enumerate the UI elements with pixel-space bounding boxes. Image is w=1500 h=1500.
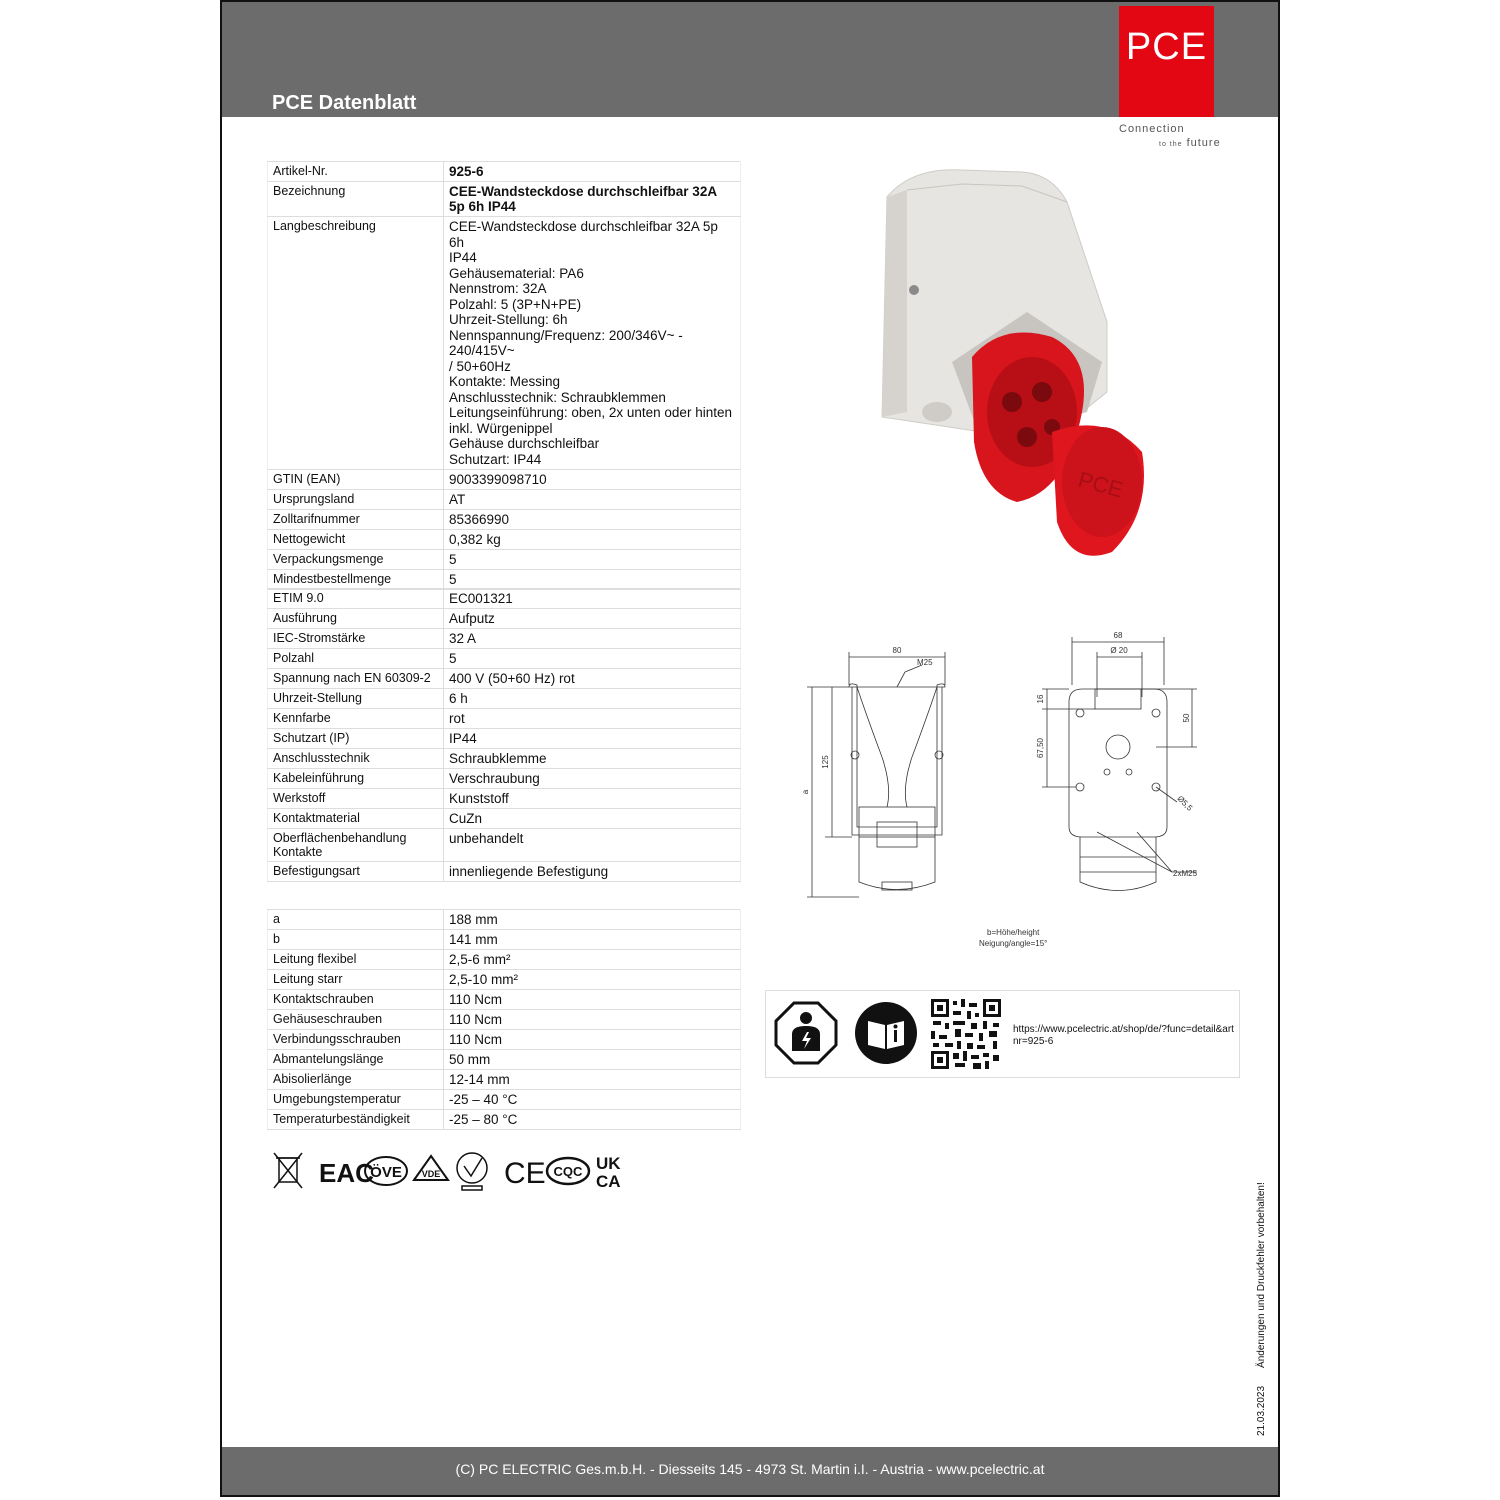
table-row	[268, 689, 741, 709]
table-row	[268, 829, 741, 862]
table-row	[268, 1090, 741, 1110]
row-value: 85366990	[444, 510, 741, 530]
row-value: Verschraubung	[444, 769, 741, 789]
dim-16: 16	[1036, 694, 1045, 704]
dim-m25: M25	[917, 658, 933, 667]
table-row	[268, 162, 741, 182]
row-label: Uhrzeit-Stellung	[268, 689, 444, 709]
row-label: a	[268, 910, 444, 930]
read-manual-icon	[854, 1001, 918, 1065]
slogan-line-2	[1159, 137, 1221, 149]
row-label: Zolltarifnummer	[268, 510, 444, 530]
row-label: Schutzart (IP)	[268, 729, 444, 749]
pce-logo	[1119, 6, 1214, 117]
table-row	[268, 470, 741, 490]
row-label: Verbindungsschrauben	[268, 1030, 444, 1050]
row-value: 188 mm	[444, 910, 741, 930]
row-label: Verpackungsmenge	[268, 550, 444, 570]
dim-d55: Ø5,5	[1175, 794, 1195, 813]
svg-text:PCE: PCE	[1075, 466, 1126, 503]
row-value: -25 – 40 °C	[444, 1090, 741, 1110]
drawing-note	[979, 927, 1047, 949]
table-row	[268, 862, 741, 882]
side-note-text	[1256, 1182, 1267, 1436]
row-value: 5	[444, 570, 741, 590]
row-label: Oberflächenbehandlung Kontakte	[268, 829, 444, 862]
eac-mark: EAC	[319, 1158, 374, 1188]
table-row	[268, 510, 741, 530]
row-value: 141 mm	[444, 930, 741, 950]
dim-68: 68	[1113, 631, 1123, 640]
row-value: 5	[444, 550, 741, 570]
row-value: unbehandelt	[444, 829, 741, 862]
row-label: Langbeschreibung	[268, 217, 444, 470]
row-value: Schraubklemme	[444, 749, 741, 769]
table-row	[268, 809, 741, 829]
table-row	[268, 1030, 741, 1050]
ove-mark: ÖVE	[370, 1164, 402, 1181]
ukca-mark-top: UK	[596, 1154, 621, 1173]
footer-bar	[222, 1447, 1278, 1497]
side-disclaimer: Änderungen und Druckfehler vorbehalten!	[1256, 1182, 1267, 1368]
row-label: Anschlusstechnik	[268, 749, 444, 769]
row-label: Abisolierlänge	[268, 1070, 444, 1090]
row-label: Werkstoff	[268, 789, 444, 809]
note-height: b=Höhe/height	[987, 928, 1040, 937]
footer-text: (C) PC ELECTRIC Ges.m.b.H. - Diesseits 145 - 4973 St. Martin i.I. - Austria - www.pcelectric.at	[455, 1461, 1045, 1477]
table-row	[268, 910, 741, 930]
etim-table	[267, 588, 741, 882]
row-label: b	[268, 930, 444, 950]
row-value: 2,5-6 mm²	[444, 950, 741, 970]
table-row	[268, 1110, 741, 1130]
table-row	[268, 789, 741, 809]
row-value: CuZn	[444, 809, 741, 829]
header-bar	[222, 2, 1278, 117]
row-label: Polzahl	[268, 649, 444, 669]
datasheet-page	[220, 0, 1280, 1497]
vde-mark: VDE	[421, 1169, 441, 1179]
row-label: Kabeleinführung	[268, 769, 444, 789]
row-label: Abmantelungslänge	[268, 1050, 444, 1070]
row-value: EC001321	[444, 589, 741, 609]
row-label: Artikel-Nr.	[268, 162, 444, 182]
product-image	[852, 162, 1152, 562]
dim-d20: Ø 20	[1110, 646, 1128, 655]
row-value: 12-14 mm	[444, 1070, 741, 1090]
row-label: ETIM 9.0	[268, 589, 444, 609]
dim-a: a	[801, 789, 810, 795]
slogan-small: to the	[1159, 141, 1183, 148]
row-value: 32 A	[444, 629, 741, 649]
ukca-mark-bottom: CA	[596, 1172, 621, 1191]
table-row	[268, 729, 741, 749]
row-label: Bezeichnung	[268, 182, 444, 217]
table-row	[268, 1010, 741, 1030]
table-row	[268, 490, 741, 510]
row-value: 2,5-10 mm²	[444, 970, 741, 990]
dim-6750: 67,50	[1036, 737, 1045, 759]
row-value: innenliegende Befestigung	[444, 862, 741, 882]
row-value: 925-6	[444, 162, 741, 182]
dim-50: 50	[1182, 713, 1191, 723]
row-label: Umgebungstemperatur	[268, 1090, 444, 1110]
row-label: GTIN (EAN)	[268, 470, 444, 490]
row-label: Kennfarbe	[268, 709, 444, 729]
table-row	[268, 970, 741, 990]
row-value: Aufputz	[444, 609, 741, 629]
table-row	[268, 930, 741, 950]
row-label: Kontaktschrauben	[268, 990, 444, 1010]
page-title: PCE Datenblatt	[272, 92, 417, 114]
row-value: 110 Ncm	[444, 1010, 741, 1030]
side-note	[1256, 1182, 1270, 1436]
product-table	[267, 161, 741, 590]
table-row	[268, 990, 741, 1010]
technical-drawing	[797, 627, 1227, 957]
table-row	[268, 950, 741, 970]
ce-mark: CE	[504, 1157, 546, 1190]
certification-marks	[272, 1150, 632, 1192]
table-row	[268, 629, 741, 649]
row-label: Nettogewicht	[268, 530, 444, 550]
row-value: 5	[444, 649, 741, 669]
table-row	[268, 669, 741, 689]
row-value: 50 mm	[444, 1050, 741, 1070]
row-value: CEE-Wandsteckdose durchschleifbar 32A 5p 6h IP44 Gehäusematerial: PA6 Nennstrom: 32A Polzahl: 5 (3P+N+PE) Uhrzeit-Stellung: 6h Nennspannung/Frequenz: 200/346V~ - 240/415V~ / 50+60Hz Kontakte: Messing Anschlusstechnik: Schraubklemmen Leitungseinführung: oben, 2x unten oder hinten inkl. Würgenippel Gehäuse durchschleifbar Schutzart: IP44	[444, 217, 741, 470]
cqc-mark: CQC	[553, 1164, 583, 1179]
row-label: Leitung starr	[268, 970, 444, 990]
quality-mark-icon	[457, 1153, 487, 1190]
dim-80: 80	[892, 646, 902, 655]
row-label: Leitung flexibel	[268, 950, 444, 970]
row-value: 400 V (50+60 Hz) rot	[444, 669, 741, 689]
row-value: IP44	[444, 729, 741, 749]
qualified-electrician-icon	[774, 1001, 838, 1065]
slogan-line-1: Connection	[1119, 123, 1185, 135]
table-row	[268, 530, 741, 550]
row-label: Ausführung	[268, 609, 444, 629]
row-value: 0,382 kg	[444, 530, 741, 550]
row-value: 6 h	[444, 689, 741, 709]
row-value: 110 Ncm	[444, 1030, 741, 1050]
row-label: Ursprungsland	[268, 490, 444, 510]
slogan-big: future	[1186, 137, 1221, 149]
row-value: rot	[444, 709, 741, 729]
row-label: Spannung nach EN 60309-2	[268, 669, 444, 689]
table-row	[268, 570, 741, 590]
table-row	[268, 1070, 741, 1090]
row-value: Kunststoff	[444, 789, 741, 809]
table-row	[268, 1050, 741, 1070]
table-row	[268, 649, 741, 669]
logo-text: PCE	[1125, 26, 1208, 68]
table-row	[268, 749, 741, 769]
dim-2xm25: 2xM25	[1173, 869, 1198, 878]
table-row	[268, 589, 741, 609]
table-row	[268, 769, 741, 789]
dim-125: 125	[821, 755, 830, 769]
row-value: 9003399098710	[444, 470, 741, 490]
table-row	[268, 182, 741, 217]
row-label: Gehäuseschrauben	[268, 1010, 444, 1030]
table-row	[268, 217, 741, 470]
dimensions-table	[267, 909, 741, 1130]
row-value: CEE-Wandsteckdose durchschleifbar 32A 5p 6h IP44	[444, 182, 741, 217]
row-label: Kontaktmaterial	[268, 809, 444, 829]
row-label: Mindestbestellmenge	[268, 570, 444, 590]
row-label: Temperaturbeständigkeit	[268, 1110, 444, 1130]
weee-bin-icon	[274, 1153, 302, 1188]
row-value: -25 – 80 °C	[444, 1110, 741, 1130]
row-label: Befestigungsart	[268, 862, 444, 882]
row-value: 110 Ncm	[444, 990, 741, 1010]
side-date: 21.03.2023	[1256, 1385, 1267, 1436]
table-row	[268, 709, 741, 729]
note-angle: Neigung/angle=15°	[979, 939, 1048, 948]
info-box	[765, 990, 1240, 1078]
row-label: IEC-Stromstärke	[268, 629, 444, 649]
table-row	[268, 609, 741, 629]
qr-code[interactable]	[931, 999, 1001, 1069]
row-value: AT	[444, 490, 741, 510]
table-row	[268, 550, 741, 570]
product-url-link[interactable]: https://www.pcelectric.at/shop/de/?func=detail&artnr=925-6	[1013, 1024, 1234, 1047]
